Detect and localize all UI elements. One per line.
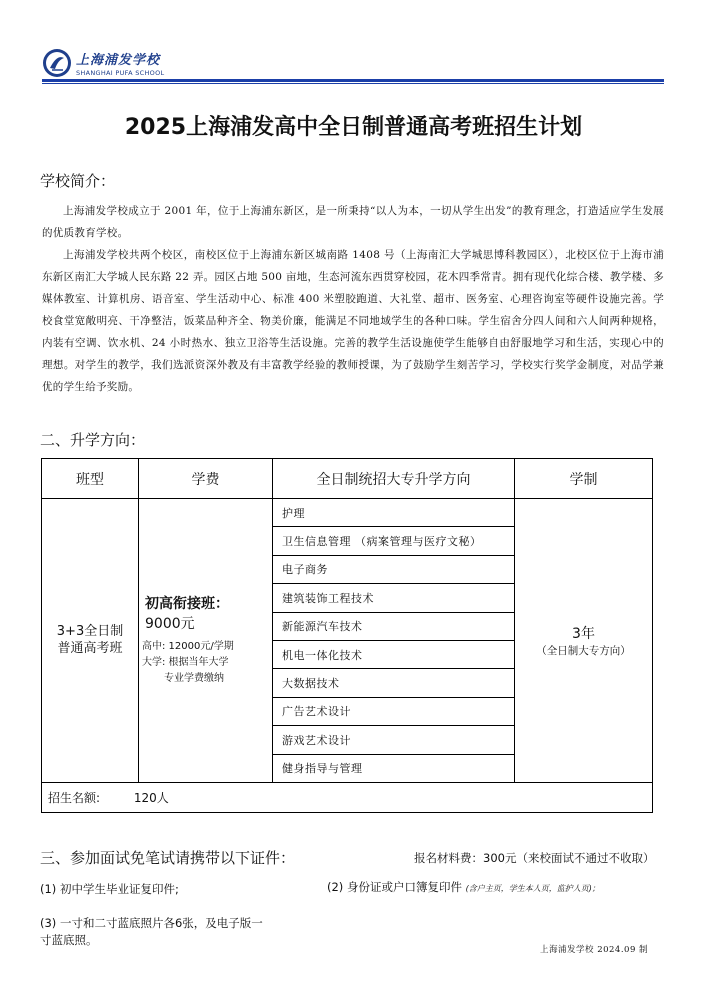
- fee-amount: 9000元: [145, 616, 195, 633]
- enrollment-label: 招生名额:: [48, 790, 101, 805]
- logo-chinese-name: 上海浦发学校: [76, 53, 161, 68]
- header-tuition: 学费: [139, 459, 273, 499]
- logo-english-name: SHANGHAI PUFA SCHOOL: [76, 69, 165, 77]
- header-rule: [42, 79, 664, 82]
- school-emblem-icon: [42, 48, 72, 78]
- intro-paragraph-2: 上海浦发学校共两个校区，南校区位于上海浦东新区城南路 1408 号（上海南汇大学城思博科教园区），北校区位于上海市浦东新区南汇大学城人民东路 22 弄。园区占地 500 亩地，生态河流东西贯穿校园，花木四季常青。拥有现代化综合楼、教学楼、多媒体教室、计算机房、语音室、学生活动中心、标准 400 米塑胶跑道、大礼堂、超市、医务室、心理咨询室等硬件设施完善。学校食堂宽敞明亮、干净整洁，饭菜品种齐全、物美价廉，能满足不同地域学生的各种口味。学生宿舍分四人间和六人间两种规格，内装有空调、饮水机、24 小时热水、独立卫浴等生活设施。完善的教学生活设施使学生能够自由舒服地学习和生活，实现心中的理想。对学生的教学，我们选派资深外教及有丰富教学经验的教师授课，为了鼓励学生刻苦学习，学校实行奖学金制度，对品学兼优的学生给予奖励。: [42, 249, 664, 393]
- class-type-line2: 普通高考班: [57, 641, 123, 657]
- section3-heading: 三、参加面试免笔试请携带以下证件：: [40, 849, 296, 867]
- intro-heading: 学校简介：: [40, 172, 116, 190]
- class-type-cell: [42, 499, 139, 783]
- tuition-cell: [139, 499, 273, 783]
- header-duration: 学制: [515, 459, 653, 499]
- document-item-3: (3) 一寸和二寸蓝底照片各6张，及电子版一: [40, 916, 263, 930]
- table-row: [42, 499, 653, 527]
- fee-highschool: 高中: 12000元/学期: [142, 641, 234, 653]
- major-item: 电子商务: [273, 555, 515, 583]
- duration-cell: [515, 499, 653, 783]
- document-item-2: [327, 879, 600, 895]
- document-item-3-cont: 寸蓝底照。: [40, 933, 98, 947]
- document-item-2-text: (2) 身份证或户口簿复印件: [327, 880, 462, 894]
- fee-title: 初高衔接班：: [145, 596, 229, 613]
- school-logo: [42, 48, 172, 80]
- intro-paragraph-1: 上海浦发学校成立于 2001 年，位于上海浦东新区，是一所秉持“以人为本，一切从学生出发”的教育理念，打造适应学生发展的优质教育学校。: [42, 205, 664, 239]
- enrollment-row: [42, 782, 653, 812]
- major-item: 大数据技术: [273, 669, 515, 697]
- document-item-1: (1) 初中学生毕业证复印件;: [40, 882, 179, 896]
- class-type-line1: 3+3全日制: [56, 624, 124, 640]
- major-item: 机电一体化技术: [273, 640, 515, 668]
- major-item: 广告艺术设计: [273, 697, 515, 725]
- years-value: 3年: [572, 625, 595, 642]
- major-item: 新能源汽车技术: [273, 612, 515, 640]
- major-item: 卫生信息管理 （病案管理与医疗文秘）: [273, 527, 515, 555]
- fee-university-note: 专业学费缴纳: [164, 673, 224, 685]
- registration-fee: 报名材料费：300元（来校面试不通过不收取）: [414, 851, 655, 865]
- major-item: 健身指导与管理: [273, 754, 515, 782]
- major-item: 护理: [273, 499, 515, 527]
- document-item-2-note: (含户主页，学生本人页，监护人页)；: [465, 884, 600, 893]
- header-class-type: 班型: [42, 459, 139, 499]
- page-title: 2025上海浦发高中全日制普通高考班招生计划: [124, 115, 583, 140]
- major-item: 游戏艺术设计: [273, 726, 515, 754]
- header-direction: 全日制统招大专升学方向: [273, 459, 515, 499]
- enrollment-value: 120人: [133, 790, 169, 805]
- enrollment-cell: [42, 782, 653, 812]
- table-header-row: [42, 459, 653, 499]
- admission-plan-table: [41, 458, 653, 813]
- fee-university: 大学: 根据当年大学: [142, 657, 229, 669]
- section2-heading: 二、升学方向：: [40, 431, 146, 449]
- major-item: 建筑装饰工程技术: [273, 584, 515, 612]
- years-note: （全日制大专方向）: [536, 644, 631, 657]
- header-rule-thin: [42, 83, 664, 84]
- footer-note: 上海浦发学校 2024.09 制: [540, 945, 649, 955]
